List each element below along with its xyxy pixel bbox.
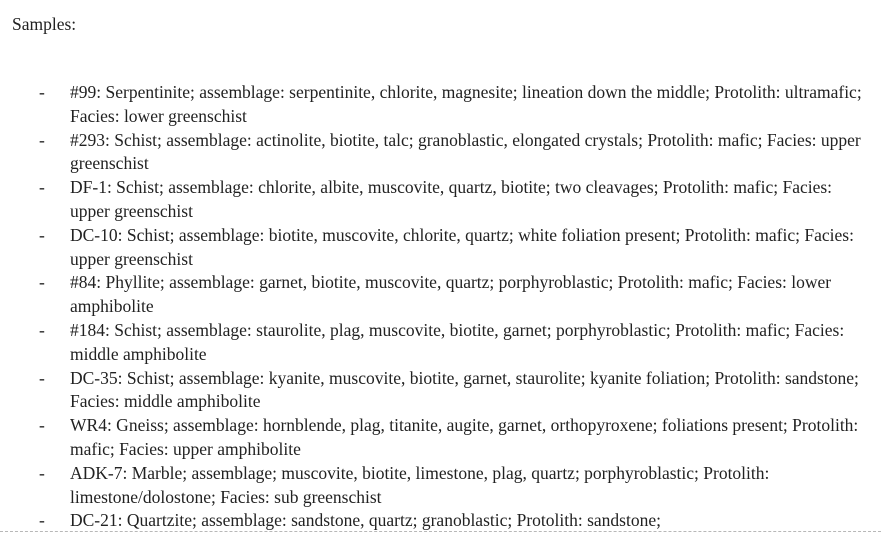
list-bullet: - [39, 224, 45, 245]
sample-text: DC-10: Schist; assemblage: biotite, muscovite, chlorite, quartz; white foliation present; Protolith: mafic; Facies: upper greenschist [70, 224, 854, 269]
sample-list [0, 81, 881, 532]
list-bullet: - [39, 272, 45, 293]
list-item [0, 509, 881, 532]
sample-text: #84: Phyllite; assemblage: garnet, biotite, muscovite, quartz; porphyroblastic; Protolith: mafic; Facies: lower amphibolite [70, 272, 832, 317]
sample-text: #184: Schist; assemblage: staurolite, plag, muscovite, biotite, garnet; porphyroblastic; Protolith: mafic; Facies: middle amphibolite [70, 319, 845, 364]
list-bullet: - [39, 177, 45, 198]
sample-text: #99: Serpentinite; assemblage: serpentinite, chlorite, magnesite; lineation down the middle; Protolith: ultramafic; Facies: lower greenschist [70, 82, 862, 126]
samples-heading: Samples: [12, 14, 77, 34]
list-item [0, 129, 881, 177]
list-item [0, 319, 881, 367]
list-item [0, 224, 881, 272]
page-break-line [0, 531, 881, 532]
list-item [0, 367, 881, 415]
sample-text: #293: Schist; assemblage: actinolite, biotite, talc; granoblastic, elongated crystals; Protolith: mafic; Facies: upper greenschist [70, 129, 861, 174]
sample-text: DF-1: Schist; assemblage: chlorite, albite, muscovite, quartz, biotite; two cleavages; Protolith: mafic; Facies: upper greenschist [70, 177, 833, 221]
sample-text: DC-35: Schist; assemblage: kyanite, muscovite, biotite, garnet, staurolite; kyanite foliation; Protolith: sandstone; Facies: middle amphibolite [70, 367, 859, 412]
list-item [0, 271, 881, 319]
list-bullet: - [39, 462, 45, 483]
list-bullet: - [39, 319, 45, 340]
list-bullet: - [39, 510, 45, 531]
list-bullet: - [39, 415, 45, 436]
sample-text: ADK-7: Marble; assemblage; muscovite, biotite, limestone, plag, quartz; porphyroblastic; Protolith: limestone/dolostone; Facies: sub greenschist [70, 462, 770, 507]
list-bullet: - [39, 129, 45, 150]
list-item [0, 414, 881, 462]
list-item [0, 462, 881, 510]
list-item [0, 176, 881, 224]
list-item [0, 81, 881, 129]
list-bullet: - [39, 367, 45, 388]
list-bullet: - [39, 82, 45, 102]
sample-text: WR4: Gneiss; assemblage: hornblende, plag, titanite, augite, garnet, orthopyroxene; foliations present; Protolith: mafic; Facies: upper amphibolite [70, 415, 859, 459]
sample-text: DC-21: Quartzite; assemblage: sandstone, quartz; granoblastic; Protolith: sandstone; [70, 510, 661, 531]
